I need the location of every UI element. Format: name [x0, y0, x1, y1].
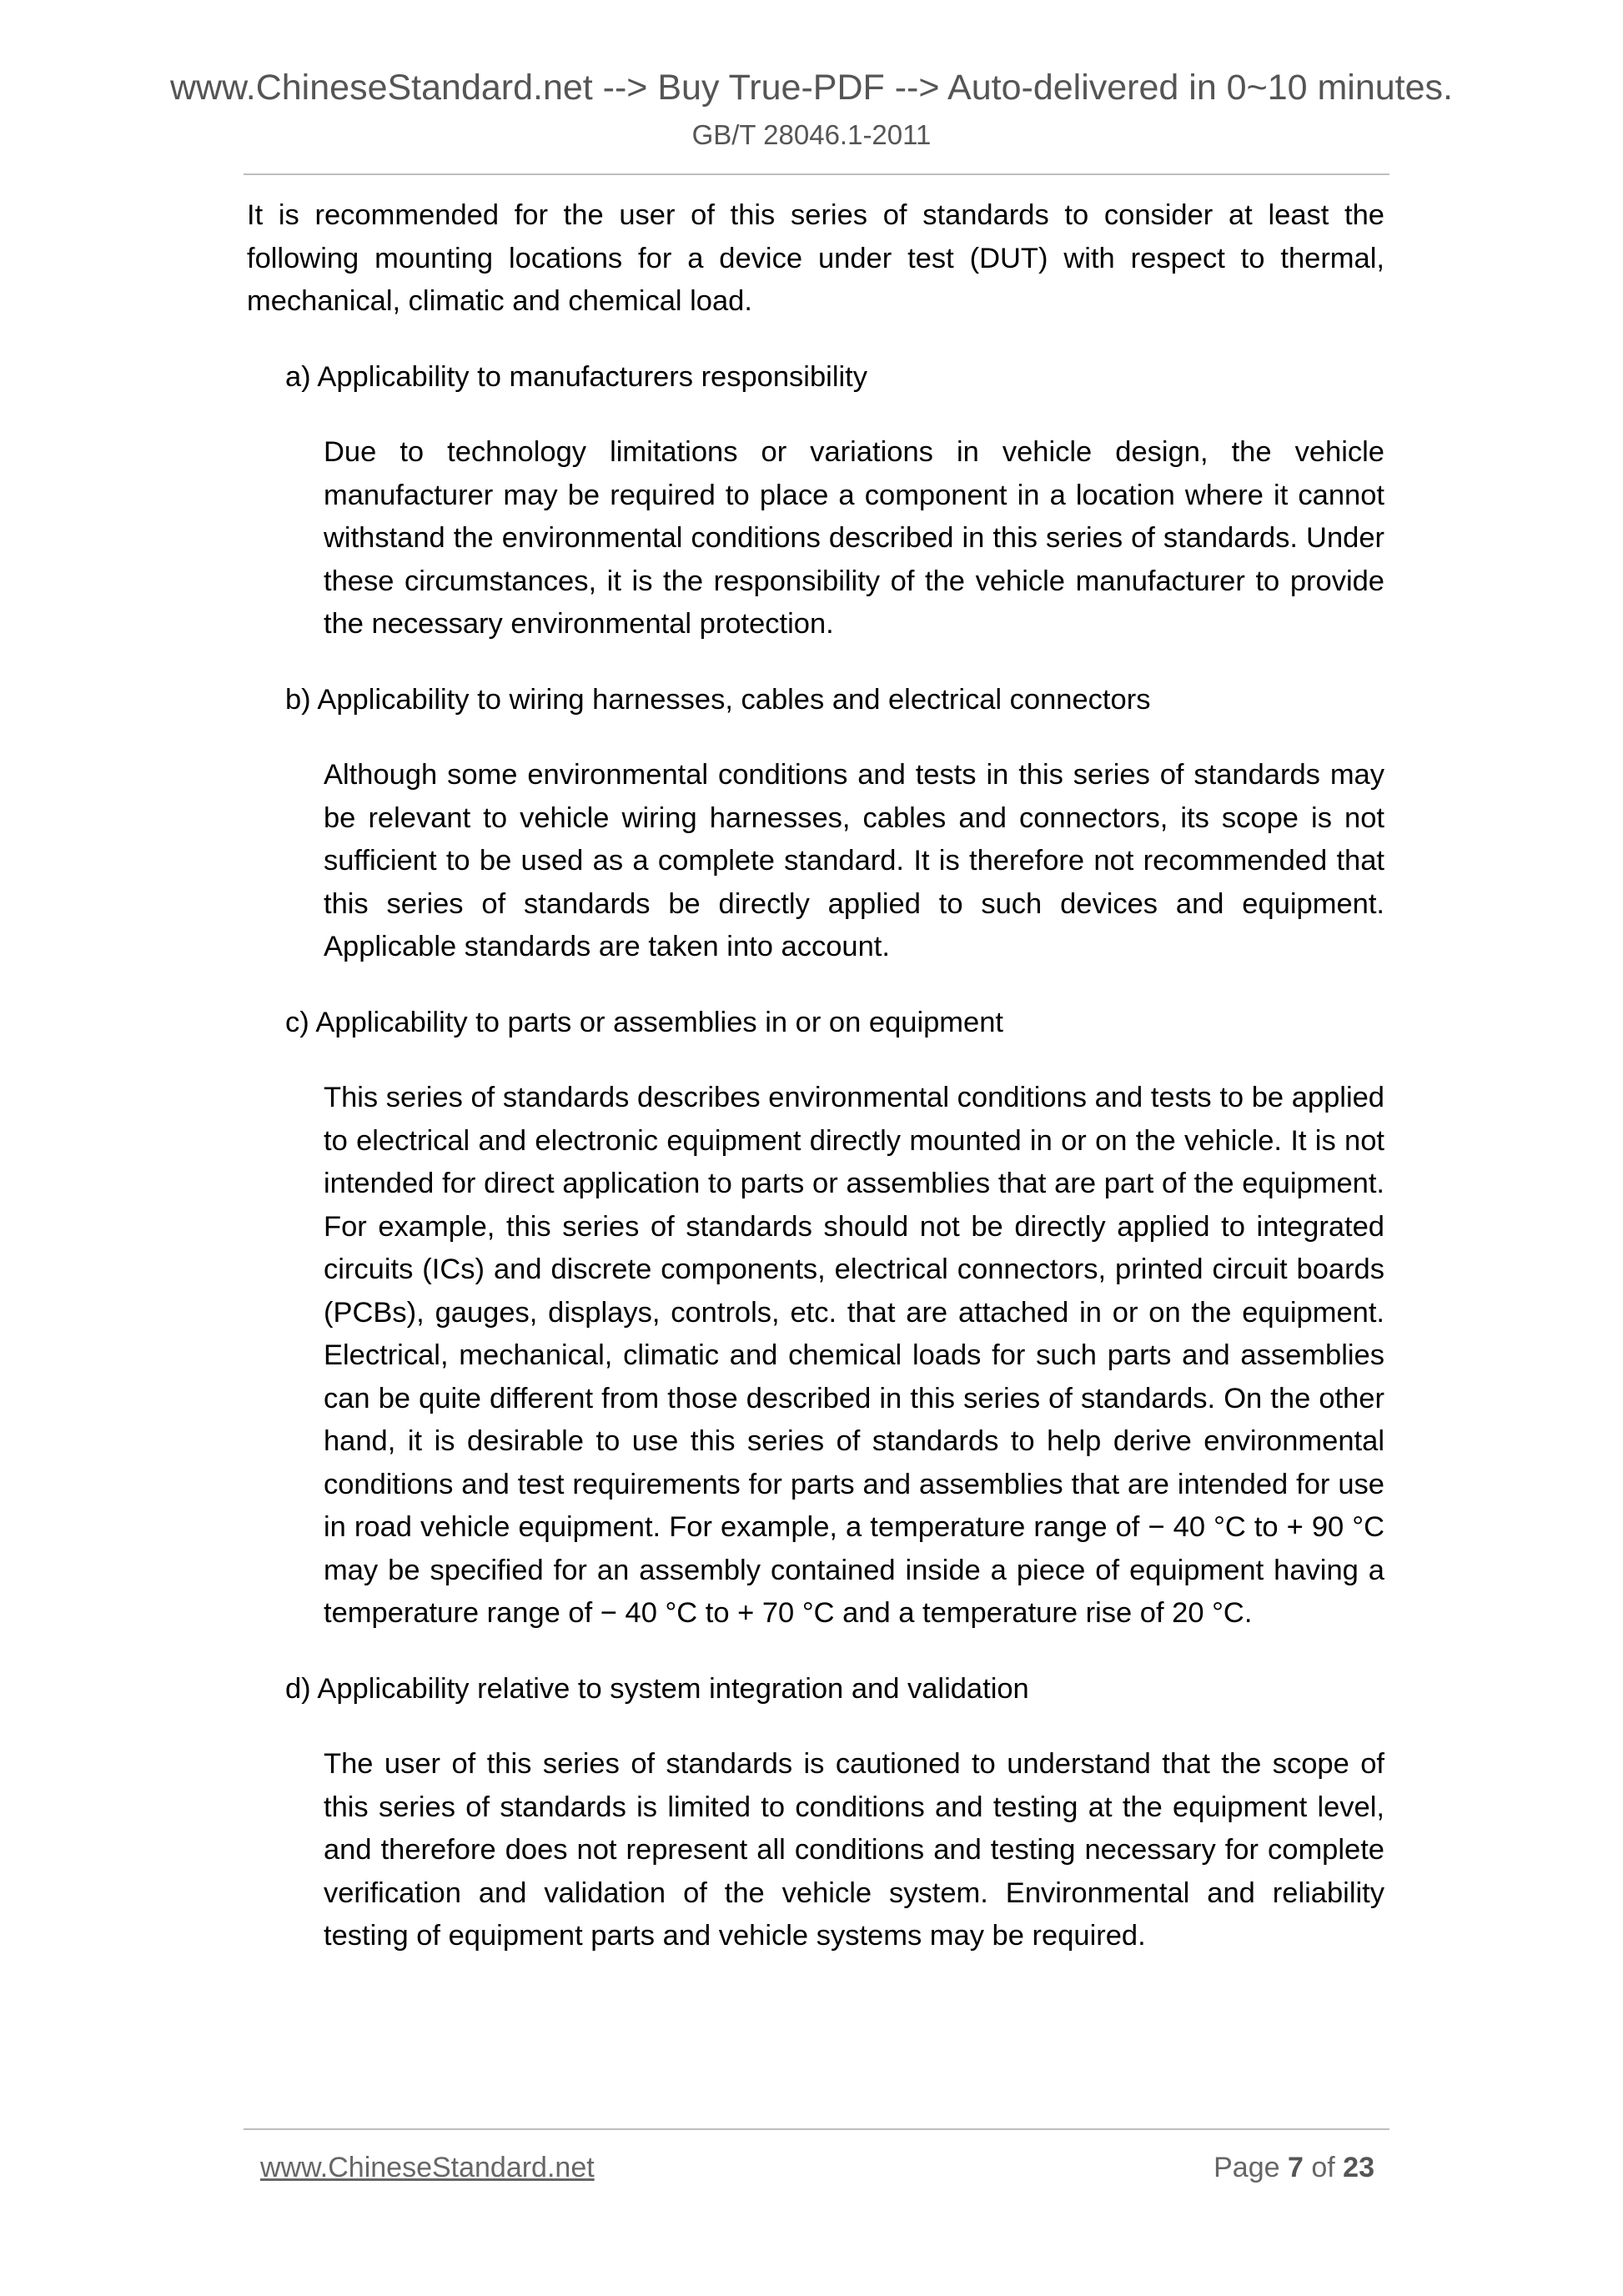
document-code: GB/T 28046.1-2011 [691, 119, 932, 150]
page-word: Page [1213, 2152, 1280, 2183]
footer-website-link[interactable]: www.ChineseStandard.net [260, 2152, 595, 2183]
item-d-body: The user of this series of standards is cautioned to understand that the scope of this series of standards is limited to conditions and testing at the equipment level, and therefore does not represent all conditions and testing necessary for complete verification and validation of the vehicle system. Environmental and reliability testing of equipment parts and vehicle systems may be required. [324, 1748, 1384, 1952]
document-body [247, 194, 1384, 1991]
item-b-heading: b) Applicability to wiring harnesses, cables and electrical connectors [285, 683, 1151, 716]
item-b-body: Although some environmental conditions and tests in this series of standards may be relevant to vehicle wiring harnesses, cables and connectors, its scope is not sufficient to be used as a complete standard. It is therefore not recommended that this series of standards be directly applied to such devices and equipment. Applicable standards are taken into account. [324, 759, 1384, 962]
page-number [1213, 2147, 1374, 2188]
item-a-body: Due to technology limitations or variations in vehicle design, the vehicle manufacturer may be required to place a component in a location where it cannot withstand the environmental conditions described in this series of standards. Under these circumstances, it is the responsibility of the vehicle manufacturer to provide the necessary environmental protection. [324, 436, 1384, 640]
page-header [0, 63, 1623, 152]
page-footer [260, 2147, 1374, 2188]
footer-divider [244, 2128, 1389, 2130]
item-c-body: This series of standards describes environmental conditions and tests to be applied to electrical and electronic equipment directly mounted in or on the vehicle. It is not intended for direct application to parts or assemblies that are part of the equipment. For example, this series of standards should not be directly applied to integrated circuits (ICs) and discrete components, electrical connectors, printed circuit boards (PCBs), gauges, displays, controls, etc. that are attached in or on the equipment. Electrical, mechanical, climatic and chemical loads for such parts and assemblies can be quite different from those described in this series of standards. On the other hand, it is desirable to use this series of standards to help derive environmental conditions and test requirements for parts and assemblies that are intended for use in road vehicle equipment. For example, a temperature range of − 40 °C to + 90 °C may be specified for an assembly contained inside a piece of equipment having a temperature range of − 40 °C to + 70 °C and a temperature rise of 20 °C. [324, 1082, 1384, 1629]
page-total: 23 [1343, 2152, 1374, 2183]
item-a-heading: a) Applicability to manufacturers responsibility [285, 360, 867, 393]
page-of-word: of [1311, 2152, 1335, 2183]
header-divider [244, 173, 1389, 175]
item-c-heading: c) Applicability to parts or assemblies in or on equipment [285, 1006, 1004, 1038]
header-banner: www.ChineseStandard.net --> Buy True-PDF --> Auto-delivered in 0~10 minutes. [169, 68, 1453, 108]
page-current: 7 [1287, 2152, 1304, 2183]
item-d-heading: d) Applicability relative to system integration and validation [285, 1672, 1029, 1705]
intro-paragraph: It is recommended for the user of this series of standards to consider at least the following mounting locations for a device under test (DUT) with respect to thermal, mechanical, climatic and chemical load. [247, 199, 1384, 317]
